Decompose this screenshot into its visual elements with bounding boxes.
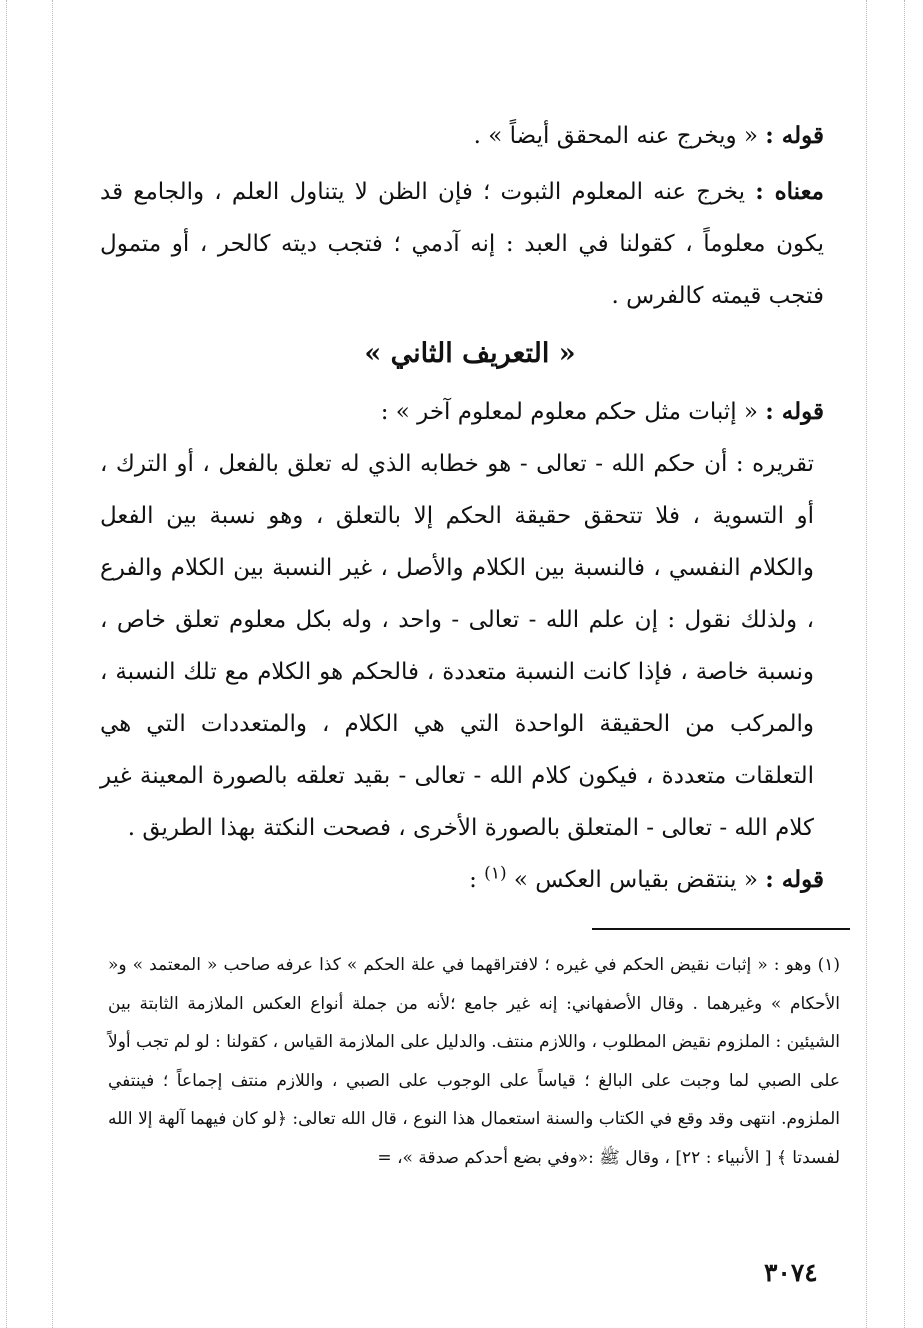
- paragraph-text-end: :: [469, 867, 477, 893]
- paragraph-qawluhu-1: [100, 110, 840, 162]
- scan-dotted-line-right: [904, 0, 905, 1328]
- page-number: ٣٠٧٤: [764, 1258, 818, 1287]
- footnote-1: (١) وهو : « إثبات نقيض الحكم في غيره ؛ لافتراقهما في علة الحكم » كذا عرفه صاحب « المعتمد » و« الأحكام » وغيرهما . وقال الأصفهاني: إنه غير جامع ؛لأنه من جملة أنواع العكس الملازمة الثابتة بين الشيئين : الملزوم نقيض المطلوب ، واللازم منتف. والدليل على الملازمة القياس ، كقولنا : لو لم تجب أولاً على الصبي لما وجبت على البالغ ؛ قياساً على الوجوب على الصبي ، واللازم منتف إجماعاً ؛ فينتفي الملزوم. انتهى وقد وقع في الكتاب والسنة استعمال هذا النوع ، قال الله تعالى: ﴿لو كان فيهما آلهة إلا الله لفسدتا ﴾ [ الأنبياء : ٢٢] ، وقال ﷺ :«وفي بضع أحدكم صدقة »، =: [108, 955, 840, 1168]
- paragraph-label: قوله :: [765, 398, 824, 425]
- paragraph-text: « إثبات مثل حكم معلوم لمعلوم آخر » :: [380, 399, 758, 425]
- paragraph-label: معناه :: [755, 178, 824, 205]
- scan-dotted-line-left: [6, 0, 7, 1328]
- footnote-reference: (١): [484, 863, 507, 884]
- paragraph-manahu: [100, 166, 840, 322]
- footnotes: [108, 946, 840, 1177]
- scan-dotted-line-right-inner: [866, 0, 867, 1328]
- paragraph-label: قوله :: [765, 122, 824, 149]
- main-text: [100, 110, 840, 906]
- paragraph-text: يخرج عنه المعلوم الثبوت ؛ فإن الظن لا يتناول العلم ، والجامع قد يكون معلوماً ، كقولنا في العبد : إنه آدمي ؛ فتجب ديته كالحر ، أو متمول فتجب قيمته كالفرس .: [100, 179, 824, 309]
- section-heading: « التعريف الثاني »: [364, 338, 576, 369]
- paragraph-qawluhu-2: [100, 386, 840, 438]
- scan-dotted-line-left-inner: [52, 0, 53, 1328]
- paragraph-qawluhu-3: [100, 854, 840, 906]
- paragraph-text: « ويخرج عنه المحقق أيضاً » .: [473, 123, 758, 149]
- footnote-separator: [592, 928, 850, 930]
- paragraph-text: « ينتقض بقياس العكس »: [513, 867, 758, 893]
- paragraph-label: قوله :: [765, 866, 824, 893]
- paragraph-taqriruhu: تقريره : أن حكم الله - تعالى - هو خطابه الذي له تعلق بالفعل ، أو الترك ، أو التسوية ، فلا تتحقق حقيقة الحكم إلا بالتعلق ، وهو نسبة بين الفعل والكلام النفسي ، فالنسبة بين الكلام والأصل ، غير النسبة بين الكلام والفرع ، ولذلك نقول : إن علم الله - تعالى - واحد ، وله بكل معلوم تعلق خاص ، ونسبة خاصة ، فإذا كانت النسبة متعددة ، فالحكم هو الكلام مع تلك النسبة ، والمركب من الحقيقة الواحدة التي هي الكلام ، والمتعددات التي هي التعلقات متعددة ، فيكون كلام الله - تعالى - بقيد تعلقه بالصورة المعينة غير كلام الله - تعالى - المتعلق بالصورة الأخرى ، فصحت النكتة بهذا الطريق .: [100, 451, 814, 841]
